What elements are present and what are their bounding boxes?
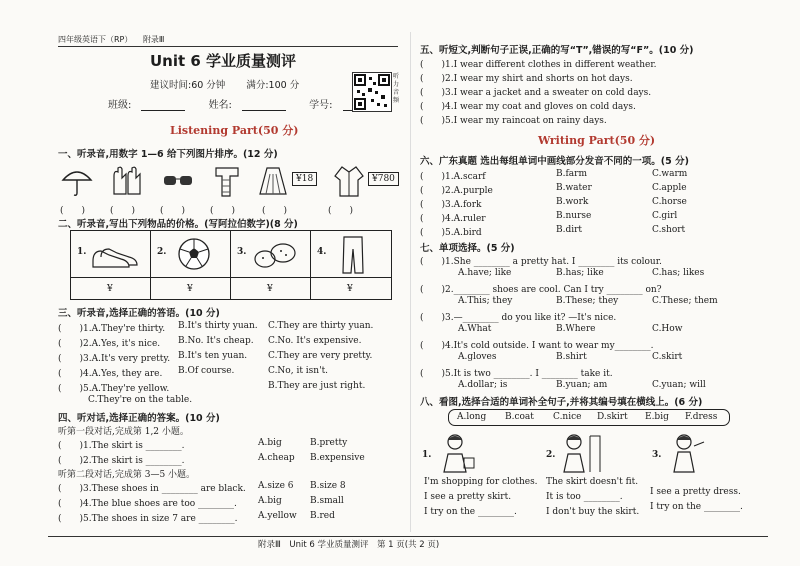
s4-question: ( )3.These shoes in ________ are black. — [58, 484, 246, 494]
writing-part-title: Writing Part(50 分) — [538, 134, 656, 147]
exam-meta — [150, 77, 317, 91]
s5-title: 五、听短文,判断句子正误,正确的写“T”,错误的写“F”。(10 分) — [420, 45, 694, 56]
s6-option: B.nurse — [556, 211, 592, 221]
page-header — [58, 34, 164, 45]
s6-option: B.farm — [556, 169, 588, 179]
girl-shopping-icon — [432, 432, 478, 474]
s5-statement: ( )3.I wear a jacket and a sweater on cold days. — [420, 88, 652, 98]
s4-title: 四、听对话,选择正确的答案。(10 分) — [58, 413, 220, 424]
qr-caption: 听力音频 — [393, 73, 400, 104]
price-cell: 1. ¥ — [71, 231, 151, 299]
s3-question: ( )1.A.They're thirty. — [58, 324, 166, 334]
s6-option: C.warm — [652, 169, 688, 179]
s8-sentence: It is too ________. — [546, 492, 623, 502]
s8-num: 2. — [546, 450, 556, 460]
sunglasses-icon — [161, 164, 195, 198]
s3-question: ( )5.A.They're yellow. — [58, 384, 170, 394]
s3-option: B.No. It's cheap. — [178, 336, 254, 346]
s1-blank[interactable]: ( ) — [328, 206, 354, 216]
s7-option: A.gloves — [458, 352, 497, 362]
s4-question: ( )2.The skirt is ________. — [58, 456, 185, 466]
s5-statement: ( )5.I wear my raincoat on rainy days. — [420, 116, 607, 126]
s7-option: B.shirt — [556, 352, 587, 362]
s4-option: A.big — [258, 496, 282, 506]
s4-part2: 听第二段对话,完成第 3—5 小题。 — [58, 470, 196, 480]
s6-question: ( )5.A.bird — [420, 228, 482, 238]
s4-option: A.size 6 — [258, 481, 294, 491]
s4-option: B.pretty — [310, 438, 348, 448]
id-field[interactable]: 学号: — [309, 96, 396, 111]
book-label: 四年级英语下（RP） — [58, 35, 133, 44]
s1-blank[interactable]: ( ) — [210, 206, 236, 216]
football-icon — [177, 237, 211, 271]
s4-part1: 听第一段对话,完成第 1,2 小题。 — [58, 427, 189, 437]
s7-option: C.These; them — [652, 296, 718, 306]
s6-option: C.horse — [652, 197, 687, 207]
s7-option: C.has; likes — [652, 268, 705, 278]
word-choice: F.dress — [685, 412, 718, 422]
girl-dress-icon — [664, 432, 710, 474]
s7-option: B.These; they — [556, 296, 619, 306]
column-divider — [410, 32, 411, 532]
s1-blank[interactable]: ( ) — [110, 206, 136, 216]
score-info: 满分:100 分 — [246, 80, 300, 91]
s7-option: C.How — [652, 324, 683, 334]
s7-option: B.has; like — [556, 268, 604, 278]
listening-part-title: Listening Part(50 分) — [170, 124, 299, 137]
s8-title: 八、看图,选择合适的单词补全句子,并将其编号填在横线上。(6 分) — [420, 397, 703, 408]
s3-option: C.No, it isn't. — [268, 366, 329, 376]
word-choice: E.big — [645, 412, 669, 422]
word-choice: C.nice — [553, 412, 582, 422]
s6-question: ( )4.A.ruler — [420, 214, 486, 224]
s7-option: A.have; like — [458, 268, 512, 278]
s1-blank[interactable]: ( ) — [262, 206, 288, 216]
skirt-icon — [256, 164, 290, 198]
s7-option: A.This; they — [458, 296, 513, 306]
footer-rule — [48, 536, 768, 537]
price-tag-18: ¥18 — [292, 172, 317, 186]
s6-title: 六、广东真题 选出每组单词中画线部分发音不同的一项。(5 分) — [420, 156, 689, 167]
s7-option: B.Where — [556, 324, 596, 334]
s3-option: C.No. It's expensive. — [268, 336, 362, 346]
price-table — [70, 230, 392, 300]
s3-option: B.Of course. — [178, 366, 235, 376]
s8-sentence: The skirt doesn't fit. — [546, 477, 639, 487]
s1-blank[interactable]: ( ) — [160, 206, 186, 216]
s1-blank[interactable]: ( ) — [60, 206, 86, 216]
s4-option: B.small — [310, 496, 344, 506]
s8-sentence: I'm shopping for clothes. — [424, 477, 538, 487]
word-choice: D.skirt — [597, 412, 628, 422]
s3-option: C.They are very pretty. — [268, 351, 373, 361]
s8-sentence: I see a pretty dress. — [650, 487, 741, 497]
s8-sentence: I try on the ________. — [650, 502, 743, 512]
s6-option: B.water — [556, 183, 592, 193]
gloves-icon — [110, 164, 144, 198]
s4-question: ( )4.The blue shoes are too ________. — [58, 499, 237, 509]
page-footer: 附录Ⅲ Unit 6 学业质量测评 第 1 页(共 2 页) — [258, 540, 440, 550]
s8-num: 1. — [422, 450, 432, 460]
s3-title: 三、听录音,选择正确的答语。(10 分) — [58, 308, 220, 319]
s7-question: ( )1.She ________ a pretty hat. I ________ its colour. — [420, 257, 662, 267]
s7-option: A.dollar; is — [458, 380, 508, 390]
s4-option: A.big — [258, 438, 282, 448]
qr-code-icon[interactable] — [352, 72, 392, 112]
s7-option: C.skirt — [652, 352, 683, 362]
s3-option: B.They are just right. — [268, 381, 366, 391]
pants-icon — [341, 235, 365, 275]
s5-statement: ( )1.I wear different clothes in different weather. — [420, 60, 657, 70]
page-title: Unit 6 学业质量测评 — [150, 52, 297, 70]
shoes-icon — [91, 239, 139, 271]
time-info: 建议时间:60 分钟 — [150, 80, 226, 91]
s3-option: B.It's thirty yuan. — [178, 321, 258, 331]
coat-icon — [332, 164, 366, 198]
s7-option: B.yuan; am — [556, 380, 608, 390]
price-cell: 4. ¥ — [311, 231, 390, 299]
umbrella-icon — [60, 164, 94, 198]
s7-question: ( )5.It is two ________. I ________ take it. — [420, 369, 613, 379]
s6-option: C.girl — [652, 211, 678, 221]
s6-option: B.dirt — [556, 225, 583, 235]
s7-question: ( )2.________ shoes are cool. Can I try ________ on? — [420, 285, 662, 295]
s4-question: ( )1.The skirt is ________. — [58, 441, 185, 451]
s3-option: C.They're on the table. — [88, 395, 193, 405]
scarf-icon — [210, 164, 244, 198]
s6-option: C.apple — [652, 183, 687, 193]
s1-pictures — [58, 164, 398, 200]
s6-question: ( )3.A.fork — [420, 200, 482, 210]
s4-question: ( )5.The shoes in size 7 are ________. — [58, 514, 238, 524]
girl-skirt-icon — [556, 432, 602, 474]
s7-question: ( )4.It's cold outside. I want to wear my________. — [420, 341, 654, 351]
s8-sentence: I try on the ________. — [424, 507, 517, 517]
s4-option: A.cheap — [258, 453, 295, 463]
s3-option: B.It's ten yuan. — [178, 351, 248, 361]
price-tag-780: ¥780 — [368, 172, 399, 186]
word-choice: A.long — [457, 412, 487, 422]
s8-num: 3. — [652, 450, 662, 460]
header-rule — [58, 46, 398, 47]
s2-title: 二、听录音,写出下列物品的价格。(写阿拉伯数字)(8 分) — [58, 219, 298, 230]
s5-statement: ( )2.I wear my shirt and shorts on hot days. — [420, 74, 633, 84]
class-field[interactable]: 班级: — [108, 96, 195, 111]
s1-title: 一、听录音,用数字 1—6 给下列图片排序。(12 分) — [58, 149, 278, 160]
word-choice: B.coat — [505, 412, 534, 422]
s6-question: ( )2.A.purple — [420, 186, 493, 196]
s3-question: ( )3.A.It's very pretty. — [58, 354, 171, 364]
appendix-label: 附录Ⅲ — [142, 35, 165, 44]
price-cell: 3. ¥ — [231, 231, 311, 299]
s5-statement: ( )4.I wear my coat and gloves on cold days. — [420, 102, 636, 112]
s7-option: A.What — [458, 324, 492, 334]
s3-question: ( )4.A.Yes, they are. — [58, 369, 163, 379]
s6-option: C.short — [652, 225, 686, 235]
name-field[interactable]: 姓名: — [209, 96, 296, 111]
s6-question: ( )1.A.scarf — [420, 172, 486, 182]
table-divider — [71, 277, 391, 278]
s4-option: B.size 8 — [310, 481, 346, 491]
s8-sentence: I see a pretty skirt. — [424, 492, 512, 502]
s4-option: B.red — [310, 511, 335, 521]
s7-question: ( )3.—________ do you like it? —It's nice. — [420, 313, 617, 323]
potatoes-icon — [253, 239, 297, 271]
s8-sentence: I don't buy the skirt. — [546, 507, 640, 517]
s7-option: C.yuan; will — [652, 380, 706, 390]
s7-title: 七、单项选择。(5 分) — [420, 243, 515, 254]
s3-option: C.They are thirty yuan. — [268, 321, 374, 331]
word-bank — [448, 409, 730, 426]
s3-question: ( )2.A.Yes, it's nice. — [58, 339, 161, 349]
s6-option: B.work — [556, 197, 589, 207]
s4-option: B.expensive — [310, 453, 365, 463]
price-cell: 2. ¥ — [151, 231, 231, 299]
s4-option: A.yellow — [258, 511, 297, 521]
